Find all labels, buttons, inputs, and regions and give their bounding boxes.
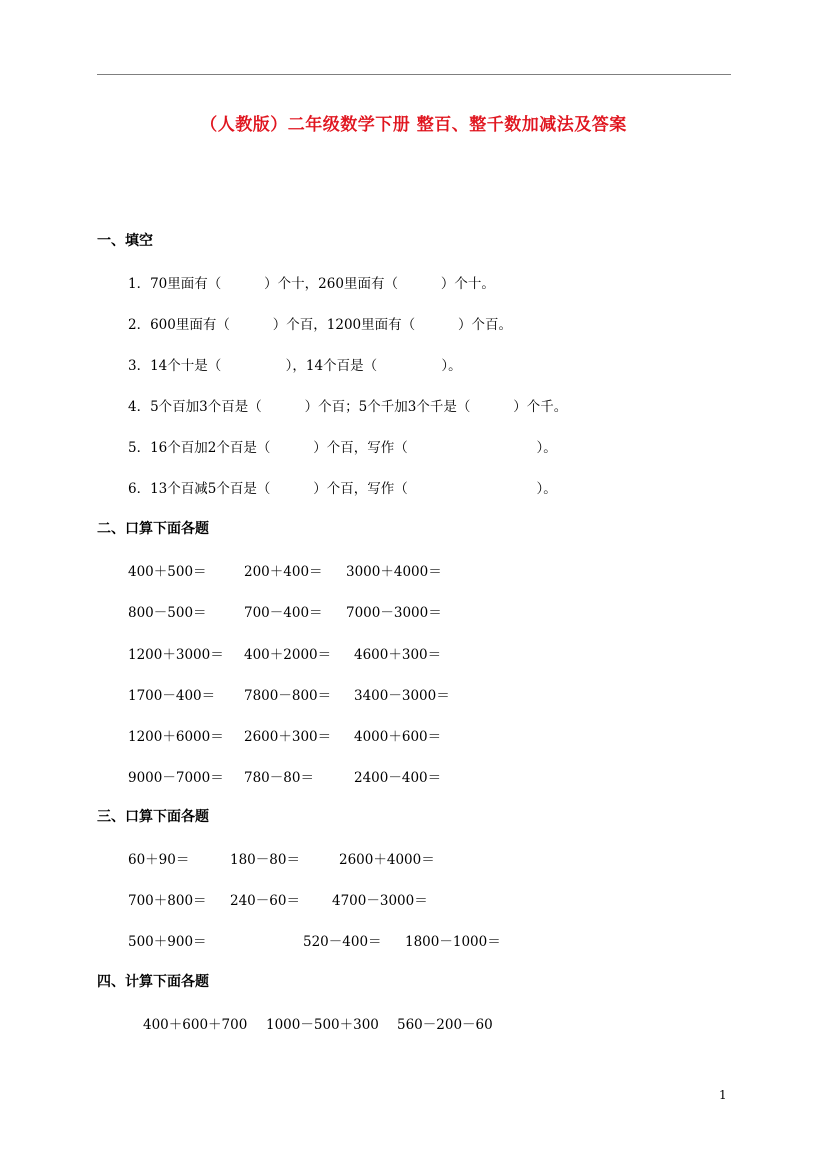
oral-problem: 1800－1000＝ bbox=[405, 934, 501, 950]
oral-problem: 3400－3000＝ bbox=[354, 688, 450, 704]
oral-problem: 7800－800＝ bbox=[244, 688, 332, 704]
fill-blank-line-2: 2．600里面有（ ）个百，1200里面有（ ）个百。 bbox=[128, 317, 513, 333]
fill-blank-line-5: 5．16个百加2个百是（ ）个百，写作（ ）。 bbox=[128, 440, 557, 456]
oral-problem: 400＋2000＝ bbox=[244, 647, 332, 663]
oral-problem: 1200＋3000＝ bbox=[128, 647, 224, 663]
oral-problem: 2400－400＝ bbox=[354, 770, 442, 786]
section-3-heading: 三、口算下面各题 bbox=[97, 809, 209, 825]
oral-problem: 2600＋300＝ bbox=[244, 729, 332, 745]
oral-problem: 400＋500＝ bbox=[128, 564, 207, 580]
oral-problem: 700＋800＝ bbox=[128, 893, 207, 909]
oral-problem: 4600＋300＝ bbox=[354, 647, 442, 663]
section-2-heading: 二、口算下面各题 bbox=[97, 521, 209, 537]
section-1-heading: 一、填空 bbox=[97, 233, 153, 249]
document-title: （人教版）二年级数学下册 整百、整千数加减法及答案 bbox=[200, 115, 627, 135]
oral-problem: 520－400＝ bbox=[303, 934, 382, 950]
fill-blank-line-1: 1．70里面有（ ）个十，260里面有（ ）个十。 bbox=[128, 276, 495, 292]
oral-problem: 9000－7000＝ bbox=[128, 770, 224, 786]
header-rule bbox=[97, 74, 731, 75]
oral-problem: 800－500＝ bbox=[128, 605, 207, 621]
page-number: 1 bbox=[719, 1088, 727, 1102]
oral-problem: 4700－3000＝ bbox=[332, 893, 428, 909]
fill-blank-line-3: 3．14个十是（ ），14个百是（ ）。 bbox=[128, 358, 462, 374]
oral-problem: 2600＋4000＝ bbox=[339, 852, 435, 868]
oral-problem: 1200＋6000＝ bbox=[128, 729, 224, 745]
calc-problem: 1000－500＋300 bbox=[266, 1017, 379, 1033]
oral-problem: 60＋90＝ bbox=[128, 852, 190, 868]
oral-problem: 3000＋4000＝ bbox=[346, 564, 442, 580]
calc-problem: 400＋600＋700 bbox=[143, 1017, 248, 1033]
oral-problem: 1700－400＝ bbox=[128, 688, 216, 704]
oral-problem: 500＋900＝ bbox=[128, 934, 207, 950]
section-4-heading: 四、计算下面各题 bbox=[97, 974, 209, 990]
oral-problem: 240－60＝ bbox=[230, 893, 300, 909]
fill-blank-line-6: 6．13个百减5个百是（ ）个百，写作（ ）。 bbox=[128, 481, 557, 497]
oral-problem: 780－80＝ bbox=[244, 770, 314, 786]
oral-problem: 180－80＝ bbox=[230, 852, 300, 868]
oral-problem: 700－400＝ bbox=[244, 605, 323, 621]
oral-problem: 200＋400＝ bbox=[244, 564, 323, 580]
oral-problem: 7000－3000＝ bbox=[346, 605, 442, 621]
fill-blank-line-4: 4．5个百加3个百是（ ）个百；5个千加3个千是（ ）个千。 bbox=[128, 399, 568, 415]
oral-problem: 4000＋600＝ bbox=[354, 729, 442, 745]
calc-problem: 560－200－60 bbox=[397, 1017, 493, 1033]
